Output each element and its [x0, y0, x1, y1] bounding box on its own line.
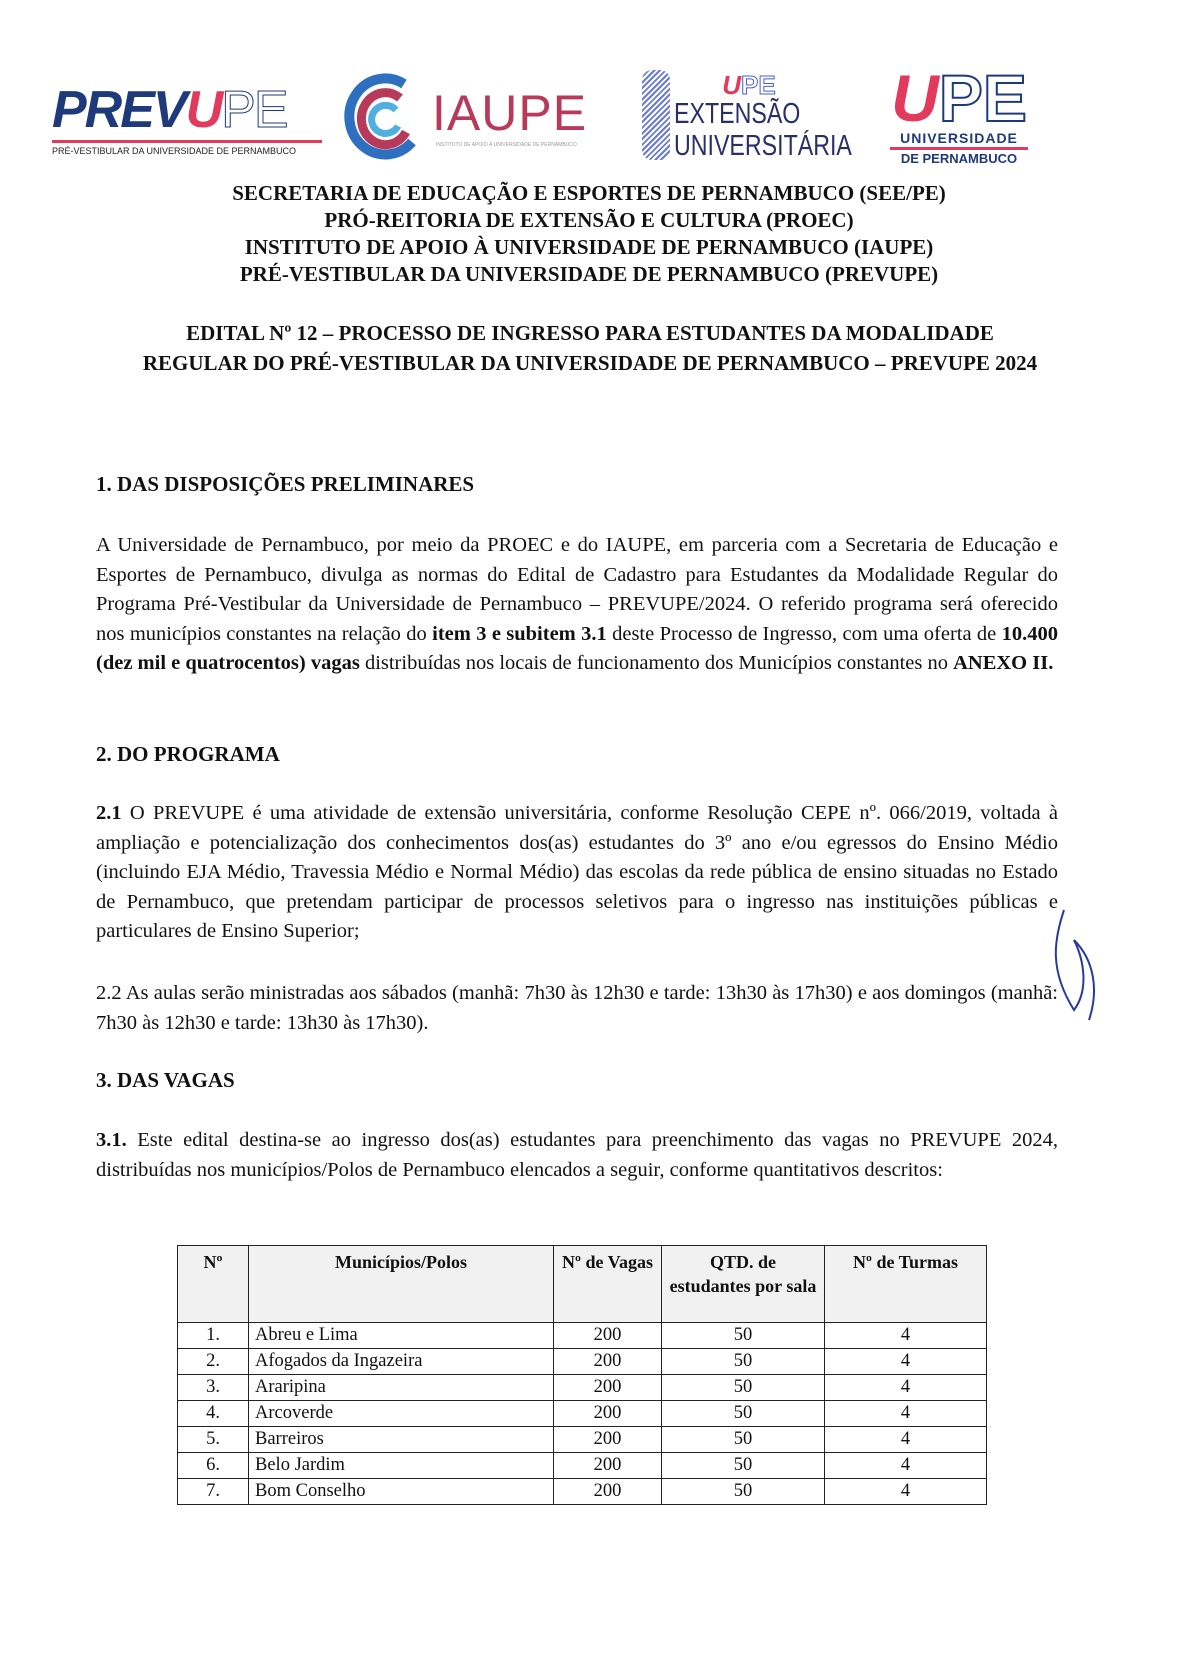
cell-estudantes: 50	[662, 1323, 825, 1349]
section-1-paragraph: A Universidade de Pernambuco, por meio da PROEC e do IAUPE, em parceria com a Secretaria de Educação e Esportes de Pernambuco, divulga as normas do Edital de Cadastro para Estudantes da Modalidade Regular do Programa Pré-Vestibular da Universidade de Pernambuco – PREVUPE/2024. O referido programa será oferecido nos municípios constantes na relação do item 3 e subitem 3.1 deste Processo de Ingresso, com uma oferta de 10.400 (dez mil e quatrocentos) vagas distribuídas nos locais de funcionamento dos Municípios constantes no ANEXO II.	[96, 534, 1059, 674]
cell-estudantes: 50	[662, 1479, 825, 1505]
cell-estudantes: 50	[662, 1375, 825, 1401]
col-header-turmas: Nº de Turmas	[825, 1246, 987, 1323]
extensao-universitaria-logo: UPE EXTENSÃO UNIVERSITÁRIA	[642, 70, 842, 170]
cell-estudantes: 50	[662, 1401, 825, 1427]
cell-municipio: Belo Jardim	[249, 1453, 554, 1479]
upe-logo: UPE UNIVERSIDADE DE PERNAMBUCO	[891, 61, 1027, 166]
cell-turmas: 4	[825, 1323, 987, 1349]
table-row	[178, 1401, 987, 1427]
cell-turmas: 4	[825, 1375, 987, 1401]
cell-numero: 2.	[178, 1349, 249, 1375]
col-header-municipios: Municípios/Polos	[249, 1246, 554, 1323]
iaupe-swirl-icon	[342, 70, 426, 160]
cell-numero: 3.	[178, 1375, 249, 1401]
document-header	[0, 180, 1178, 288]
cell-vagas: 200	[554, 1427, 662, 1453]
section-3-title: 3. DAS VAGAS	[96, 1068, 235, 1092]
section-2-title: 2. DO PROGRAMA	[96, 742, 280, 766]
cell-municipio: Arcoverde	[249, 1401, 554, 1427]
fingerprint-icon	[642, 70, 670, 160]
section-3-1-paragraph: 3.1. Este edital destina-se ao ingresso dos(as) estudantes para preenchimento das vagas no PREVUPE 2024, distribuídas nos municípios/Polos de Pernambuco elencados a seguir, conforme quantitativos descritos:	[96, 1129, 1058, 1181]
cell-vagas: 200	[554, 1323, 662, 1349]
table-row	[178, 1427, 987, 1453]
vagas-table	[177, 1245, 987, 1505]
cell-vagas: 200	[554, 1349, 662, 1375]
cell-numero: 6.	[178, 1453, 249, 1479]
cell-vagas: 200	[554, 1479, 662, 1505]
cell-numero: 7.	[178, 1479, 249, 1505]
section-1-title: 1. DAS DISPOSIÇÕES PRELIMINARES	[96, 472, 475, 496]
cell-turmas: 4	[825, 1401, 987, 1427]
col-header-estudantes-por-sala: QTD. de estudantes por sala	[662, 1246, 825, 1323]
cell-numero: 5.	[178, 1427, 249, 1453]
cell-estudantes: 50	[662, 1427, 825, 1453]
iaupe-logo: IAUPE INSTITUTO DE APOIO À UNIVERSIDADE DE PERNAMBUCO	[342, 70, 582, 170]
cell-turmas: 4	[825, 1453, 987, 1479]
col-header-numero: Nº	[178, 1246, 249, 1323]
logo-bar	[50, 61, 1090, 176]
section-2-1-paragraph: 2.1 O PREVUPE é uma atividade de extensão universitária, conforme Resolução CEPE nº. 066/2019, voltada à ampliação e potencialização dos conhecimentos dos(as) estudantes do 3º ano e/ou egressos do Ensino Médio (incluindo EJA Médio, Travessia Médio e Normal Médio) das escolas da rede pública de ensino situadas no Estado de Pernambuco, que pretendam participar de processos seletivos para o ingresso nas instituições públicas e particulares de Ensino Superior;	[96, 802, 1058, 942]
col-header-vagas: Nº de Vagas	[554, 1246, 662, 1323]
prevupe-logo: PREVUPE PRÉ-VESTIBULAR DA UNIVERSIDADE DE PERNAMBUCO	[52, 84, 322, 156]
cell-municipio: Araripina	[249, 1375, 554, 1401]
table-row	[178, 1375, 987, 1401]
cell-numero: 1.	[178, 1323, 249, 1349]
cell-estudantes: 50	[662, 1349, 825, 1375]
cell-vagas: 200	[554, 1375, 662, 1401]
table-row	[178, 1323, 987, 1349]
cell-municipio: Barreiros	[249, 1427, 554, 1453]
header-line: INSTITUTO DE APOIO À UNIVERSIDADE DE PERNAMBUCO (IAUPE)	[244, 235, 934, 259]
cell-vagas: 200	[554, 1401, 662, 1427]
cell-municipio: Afogados da Ingazeira	[249, 1349, 554, 1375]
cell-estudantes: 50	[662, 1453, 825, 1479]
cell-vagas: 200	[554, 1453, 662, 1479]
cell-turmas: 4	[825, 1427, 987, 1453]
cell-turmas: 4	[825, 1349, 987, 1375]
cell-numero: 4.	[178, 1401, 249, 1427]
table-header-row	[178, 1246, 987, 1323]
cell-municipio: Bom Conselho	[249, 1479, 554, 1505]
signature-initials	[1044, 900, 1104, 1030]
cell-turmas: 4	[825, 1479, 987, 1505]
header-line: PRÓ-REITORIA DE EXTENSÃO E CULTURA (PROEC)	[324, 208, 854, 232]
table-row	[178, 1349, 987, 1375]
edital-title: EDITAL Nº 12 – PROCESSO DE INGRESSO PARA ESTUDANTES DA MODALIDADE REGULAR DO PRÉ-VESTIBULAR DA UNIVERSIDADE DE PERNAMBUCO – PREVUPE 2024	[142, 321, 1038, 375]
table-row	[178, 1479, 987, 1505]
section-2-2-paragraph: 2.2 As aulas serão ministradas aos sábados (manhã: 7h30 às 12h30 e tarde: 13h30 às 17h30) e aos domingos (manhã: 7h30 às 12h30 e tarde: 13h30 às 17h30).	[96, 982, 1058, 1034]
table-row	[178, 1453, 987, 1479]
cell-municipio: Abreu e Lima	[249, 1323, 554, 1349]
header-line: PRÉ-VESTIBULAR DA UNIVERSIDADE DE PERNAMBUCO (PREVUPE)	[239, 262, 939, 286]
header-line: SECRETARIA DE EDUCAÇÃO E ESPORTES DE PERNAMBUCO (SEE/PE)	[232, 181, 946, 205]
